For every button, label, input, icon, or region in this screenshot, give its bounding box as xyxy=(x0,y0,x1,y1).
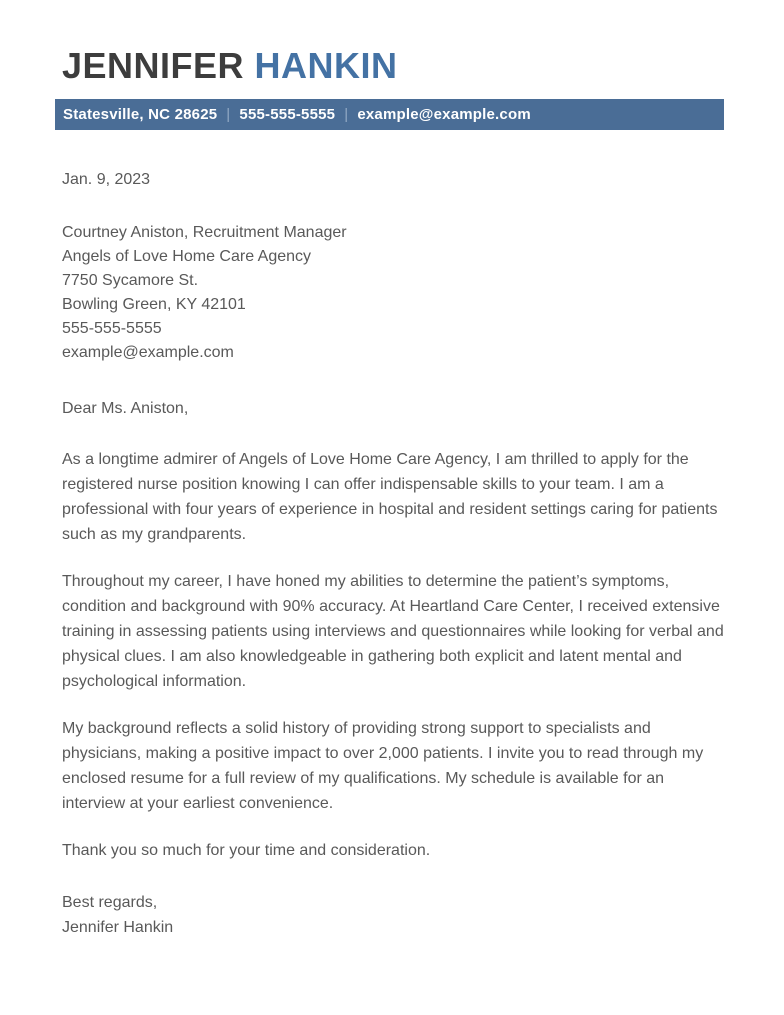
name-space xyxy=(244,45,255,86)
candidate-last-name: HANKIN xyxy=(254,45,398,86)
candidate-first-name: JENNIFER xyxy=(62,45,245,86)
letter-date: Jan. 9, 2023 xyxy=(62,171,151,188)
signoff-block xyxy=(62,890,722,940)
contact-location: Statesville, NC 28625 xyxy=(63,106,218,123)
body-paragraph-1: As a longtime admirer of Angels of Love Home Care Agency, I am thrilled to apply for the registered nurse position knowing I can offer indispensable skills to your team. I am a professional with four years of experience in hospital and resident settings caring for patients such as my grandparents. xyxy=(62,451,718,543)
contact-separator: | xyxy=(344,106,349,123)
thanks-line: Thank you so much for your time and consideration. xyxy=(62,842,431,859)
contact-email: example@example.com xyxy=(357,106,531,123)
recipient-email: example@example.com xyxy=(62,344,234,361)
signature-name: Jennifer Hankin xyxy=(62,919,174,936)
recipient-street: 7750 Sycamore St. xyxy=(62,272,199,289)
recipient-phone: 555-555-5555 xyxy=(62,320,162,337)
contact-phone: 555-555-5555 xyxy=(239,106,336,123)
candidate-name-heading xyxy=(62,46,722,86)
recipient-block xyxy=(62,221,722,365)
signoff: Best regards, xyxy=(62,894,158,911)
body-paragraph-2: Throughout my career, I have honed my abilities to determine the patient’s symptoms, condition and background with 90% accuracy. At Heartland Care Center, I received extensive training in assessing patients using interviews and questionnaires while looking for verbal and physical clues. I am also knowledgeable in gathering both explicit and latent mental and psychological information. xyxy=(62,573,724,690)
body-paragraph-3: My background reflects a solid history of providing strong support to specialists and physicians, making a positive impact to over 2,000 patients. I invite you to read through my enclosed resume for a full review of my qualifications. My schedule is available for an interview at your earliest convenience. xyxy=(62,720,704,812)
contact-info-bar xyxy=(55,99,724,130)
salutation: Dear Ms. Aniston, xyxy=(62,400,189,417)
recipient-name-title: Courtney Aniston, Recruitment Manager xyxy=(62,224,347,241)
recipient-company: Angels of Love Home Care Agency xyxy=(62,248,312,265)
letter-body xyxy=(62,167,722,940)
contact-separator: | xyxy=(226,106,231,123)
recipient-city-state-zip: Bowling Green, KY 42101 xyxy=(62,296,246,313)
